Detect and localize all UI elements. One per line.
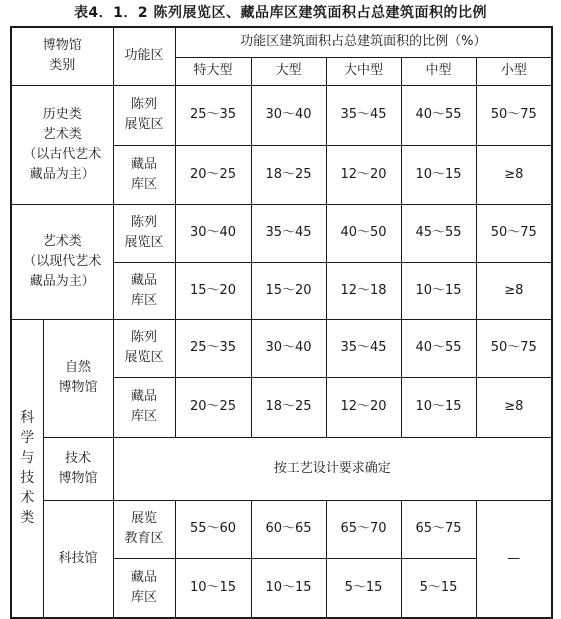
subcategory-science-center: 科技馆 xyxy=(43,500,113,618)
value-cell: 50～75 xyxy=(476,319,552,377)
area-cell: 陈列 展览区 xyxy=(113,85,175,145)
museum-category-header: 博物馆 类别 xyxy=(11,27,113,85)
value-cell: 60～65 xyxy=(251,500,326,558)
header-row xyxy=(11,27,552,57)
functional-area-header: 功能区 xyxy=(113,27,175,85)
area-cell: 藏品 库区 xyxy=(113,262,175,319)
value-cell: 40～50 xyxy=(326,204,401,262)
value-cell: 30～40 xyxy=(175,204,251,262)
value-cell: 18～25 xyxy=(251,377,326,437)
value-cell: 18～25 xyxy=(251,145,326,204)
area-cell: 藏品 库区 xyxy=(113,377,175,437)
value-cell: 20～25 xyxy=(175,377,251,437)
size-header: 小型 xyxy=(476,57,552,85)
value-cell: ≥8 xyxy=(476,377,552,437)
area-cell: 陈列 展览区 xyxy=(113,204,175,262)
value-cell: 25～35 xyxy=(175,319,251,377)
category-history: 历史类 艺术类 （以古代艺术 藏品为主） xyxy=(11,85,113,204)
area-cell: 陈列 展览区 xyxy=(113,319,175,377)
table-title: 表4．1．2 陈列展览区、藏品库区建筑面积占总建筑面积的比例 xyxy=(73,5,488,21)
value-cell: 25～35 xyxy=(175,85,251,145)
category-science-technology: 科 学 与 技 术 类 xyxy=(11,319,43,618)
ratio-heading: 功能区建筑面积占总建筑面积的比例（%） xyxy=(175,27,552,57)
size-header: 大型 xyxy=(251,57,326,85)
table-row xyxy=(11,500,552,558)
value-cell: 65～70 xyxy=(326,500,401,558)
table-row xyxy=(11,319,552,377)
value-cell: 40～55 xyxy=(401,85,476,145)
value-cell: 10～15 xyxy=(401,145,476,204)
value-cell: 40～55 xyxy=(401,319,476,377)
value-cell: 35～45 xyxy=(326,85,401,145)
value-cell: 45～55 xyxy=(401,204,476,262)
value-cell: 15～20 xyxy=(251,262,326,319)
value-cell: 30～40 xyxy=(251,85,326,145)
value-cell: 35～45 xyxy=(251,204,326,262)
value-cell: 15～20 xyxy=(175,262,251,319)
value-cell: 5～15 xyxy=(326,558,401,618)
value-cell: 12～18 xyxy=(326,262,401,319)
value-cell: 55～60 xyxy=(175,500,251,558)
table-row xyxy=(11,437,552,500)
size-header: 中型 xyxy=(401,57,476,85)
value-cell: 10～15 xyxy=(251,558,326,618)
table-row xyxy=(11,204,552,262)
table-row xyxy=(11,85,552,145)
area-cell: 展览 教育区 xyxy=(113,500,175,558)
value-cell: 50～75 xyxy=(476,85,552,145)
value-cell: ≥8 xyxy=(476,145,552,204)
value-cell: 30～40 xyxy=(251,319,326,377)
value-cell: 50～75 xyxy=(476,204,552,262)
value-cell: — xyxy=(476,500,552,618)
size-header: 特大型 xyxy=(175,57,251,85)
technology-note: 按工艺设计要求确定 xyxy=(113,437,552,500)
area-cell: 藏品 库区 xyxy=(113,558,175,618)
value-cell: 12～20 xyxy=(326,145,401,204)
subcategory-technology-museum: 技术 博物馆 xyxy=(43,437,113,500)
value-cell: 5～15 xyxy=(401,558,476,618)
value-cell: 35～45 xyxy=(326,319,401,377)
area-cell: 藏品 库区 xyxy=(113,145,175,204)
value-cell: ≥8 xyxy=(476,262,552,319)
category-modern-art: 艺术类 （以现代艺术 藏品为主） xyxy=(11,204,113,319)
subcategory-natural-history: 自然 博物馆 xyxy=(43,319,113,437)
value-cell: 12～20 xyxy=(326,377,401,437)
area-ratio-table xyxy=(10,26,553,619)
value-cell: 65～75 xyxy=(401,500,476,558)
value-cell: 10～15 xyxy=(175,558,251,618)
size-header: 大中型 xyxy=(326,57,401,85)
value-cell: 10～15 xyxy=(401,377,476,437)
value-cell: 20～25 xyxy=(175,145,251,204)
value-cell: 10～15 xyxy=(401,262,476,319)
